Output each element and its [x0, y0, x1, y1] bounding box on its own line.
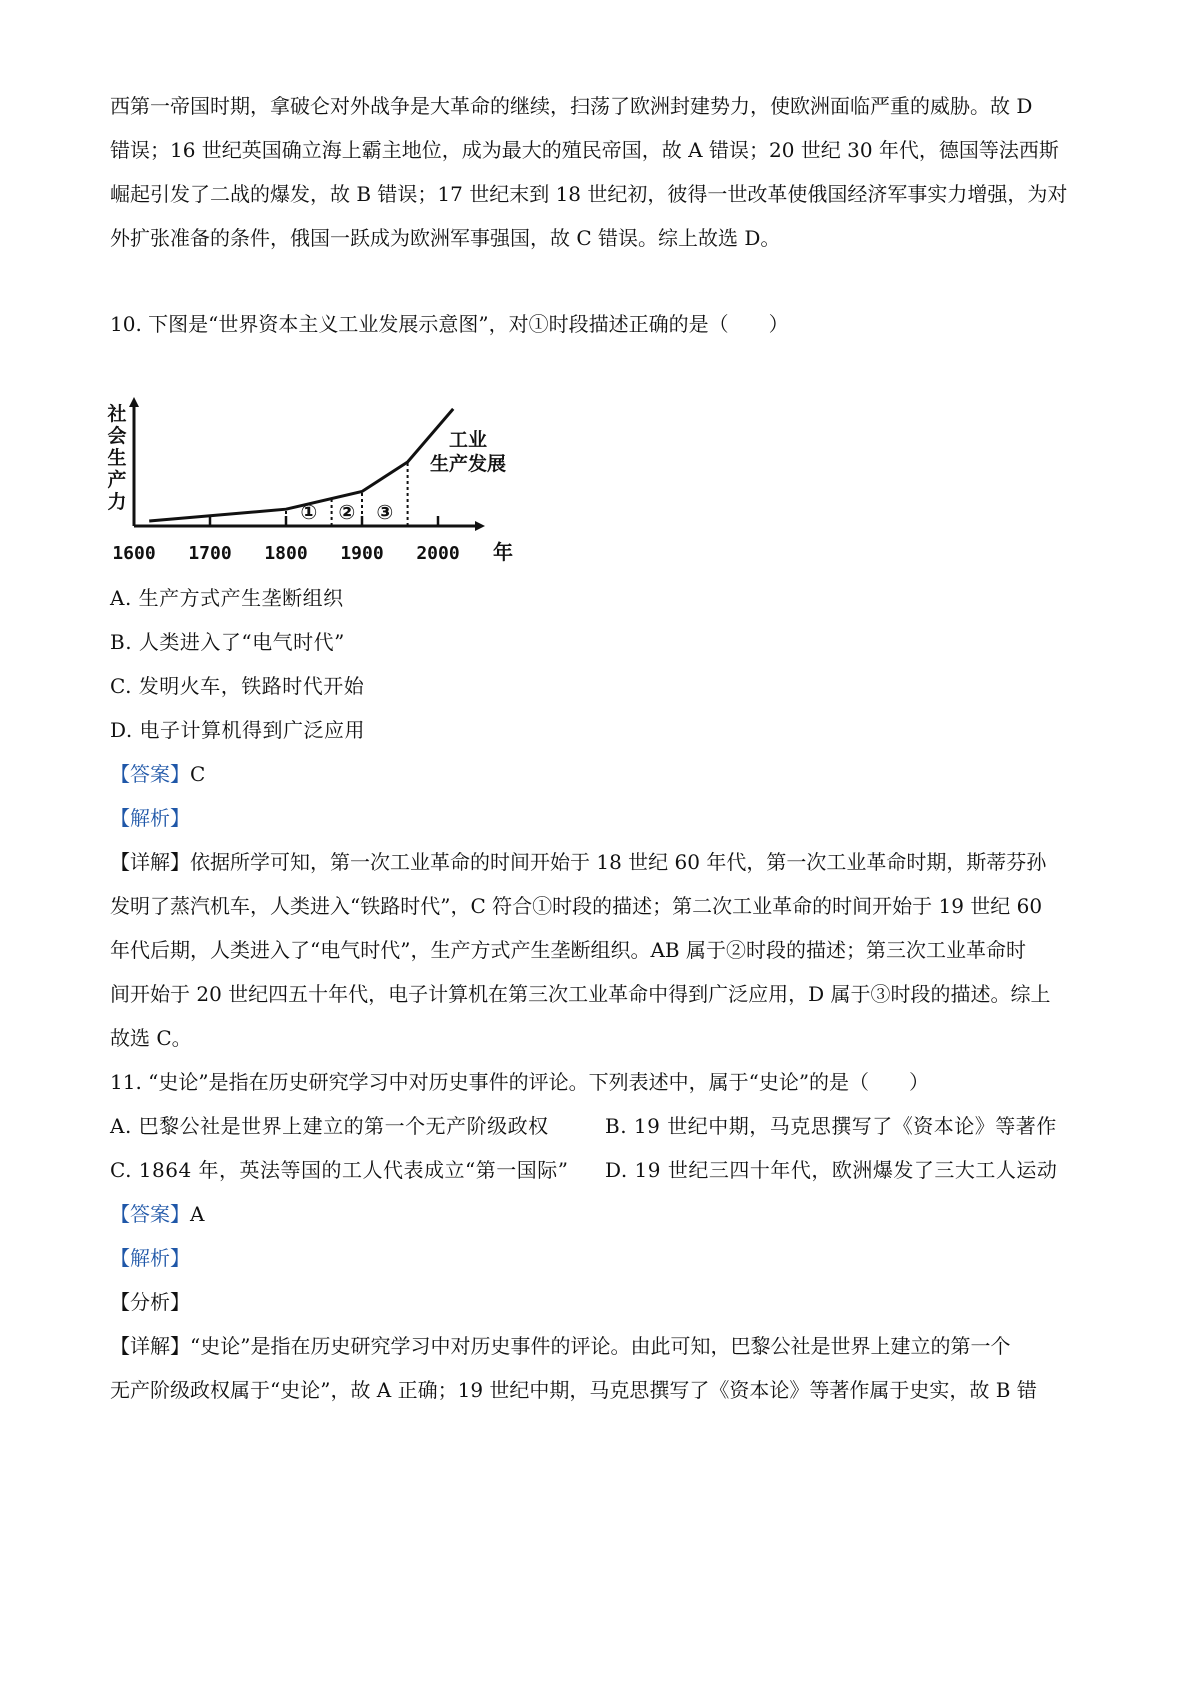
paragraph-line-4: 外扩张准备的条件，俄国一跃成为欧洲军事强国，故 C 错误。综上故选 D。 [110, 226, 781, 250]
detail-text: 依据所学可知，第一次工业革命的时间开始于 18 世纪 60 年代，第一次工业革命时期，斯蒂芬孙 [190, 850, 1047, 874]
period-label: ③ [376, 500, 394, 524]
q11-option-c: C. 1864 年，英法等国的工人代表成立“第一国际” [110, 1158, 569, 1182]
series-annotation-line-1: 工业 [448, 429, 488, 451]
q10-detail-line-5: 故选 C。 [110, 1026, 192, 1050]
period-label: ① [300, 500, 318, 524]
series-annotation-line-2: 生产发展 [429, 453, 507, 475]
q11-stem: 11. “史论”是指在历史研究学习中对历史事件的评论。下列表述中，属于“史论”的是（ ） [110, 1070, 930, 1094]
x-tick-label: 1700 [188, 543, 232, 564]
q11-option-b: B. 19 世纪中期，马克思撰写了《资本论》等著作 [605, 1114, 1057, 1138]
paragraph-line-2: 错误；16 世纪英国确立海上霸主地位，成为最大的殖民帝国，故 A 错误；20 世纪 30 年代，德国等法西斯 [110, 138, 1059, 162]
paragraph-line-3: 崛起引发了二战的爆发，故 B 错误；17 世纪末到 18 世纪初，彼得一世改革使俄国经济军事实力增强，为对 [110, 182, 1068, 206]
y-axis-label-char: 力 [107, 491, 127, 513]
answer-tag: 【答案】 [110, 762, 190, 786]
answer-value: A [190, 1202, 205, 1226]
y-axis-label-char: 社 [107, 403, 127, 425]
q10-detail-line-4: 间开始于 20 世纪四五十年代，电子计算机在第三次工业革命中得到广泛应用，D 属于③时段的描述。综上 [110, 982, 1051, 1006]
q11-answer [110, 1200, 204, 1228]
q10-stem: 10. 下图是“世界资本主义工业发展示意图”，对①时段描述正确的是（ ） [110, 312, 789, 336]
q11-option-a: A. 巴黎公社是世界上建立的第一个无产阶级政权 [110, 1114, 549, 1138]
x-tick-label: 2000 [416, 543, 460, 564]
y-axis-label-char: 生 [107, 447, 127, 469]
y-axis-label-char: 产 [107, 469, 127, 491]
x-axis-label: 年 [493, 540, 513, 564]
q10-option-a: A. 生产方式产生垄断组织 [110, 586, 344, 610]
q11-analysis-tag: 【解析】 [110, 1246, 190, 1270]
q10-analysis-tag: 【解析】 [110, 806, 190, 830]
q10-detail-line-2: 发明了蒸汽机车，人类进入“铁路时代”，C 符合①时段的描述；第二次工业革命的时间开始于 19 世纪 60 [110, 894, 1043, 918]
answer-value: C [190, 762, 206, 786]
q10-detail-line-1 [110, 848, 1046, 876]
answer-tag: 【答案】 [110, 1202, 190, 1226]
q11-option-d: D. 19 世纪三四十年代，欧洲爆发了三大工人运动 [605, 1158, 1058, 1182]
q10-option-b: B. 人类进入了“电气时代” [110, 630, 345, 654]
x-tick-label: 1600 [112, 543, 156, 564]
detail-tag: 【详解】 [110, 850, 190, 874]
q10-answer [110, 760, 205, 788]
detail-tag: 【详解】 [110, 1334, 190, 1358]
q10-detail-line-3: 年代后期，人类进入了“电气时代”，生产方式产生垄断组织。AB 属于②时段的描述；第三次工业革命时 [110, 938, 1026, 962]
detail-text: “史论”是指在历史研究学习中对历史事件的评论。由此可知，巴黎公社是世界上建立的第一个 [190, 1334, 1011, 1358]
paragraph-line-1: 西第一帝国时期，拿破仑对外战争是大革命的继续，扫荡了欧洲封建势力，使欧洲面临严重的威胁。故 D [110, 94, 1033, 118]
x-tick-label: 1900 [340, 543, 384, 564]
q11-detail-line-1 [110, 1332, 1010, 1360]
period-label: ② [338, 500, 356, 524]
x-tick-label: 1800 [264, 543, 308, 564]
q11-detail-line-2: 无产阶级政权属于“史论”，故 A 正确；19 世纪中期，马克思撰写了《资本论》等著作属于史实，故 B 错 [110, 1378, 1037, 1402]
q11-fenxi-tag: 【分析】 [110, 1290, 190, 1314]
q10-option-c: C. 发明火车，铁路时代开始 [110, 674, 365, 698]
y-axis-label-char: 会 [107, 425, 127, 447]
q10-option-d: D. 电子计算机得到广泛应用 [110, 718, 366, 742]
